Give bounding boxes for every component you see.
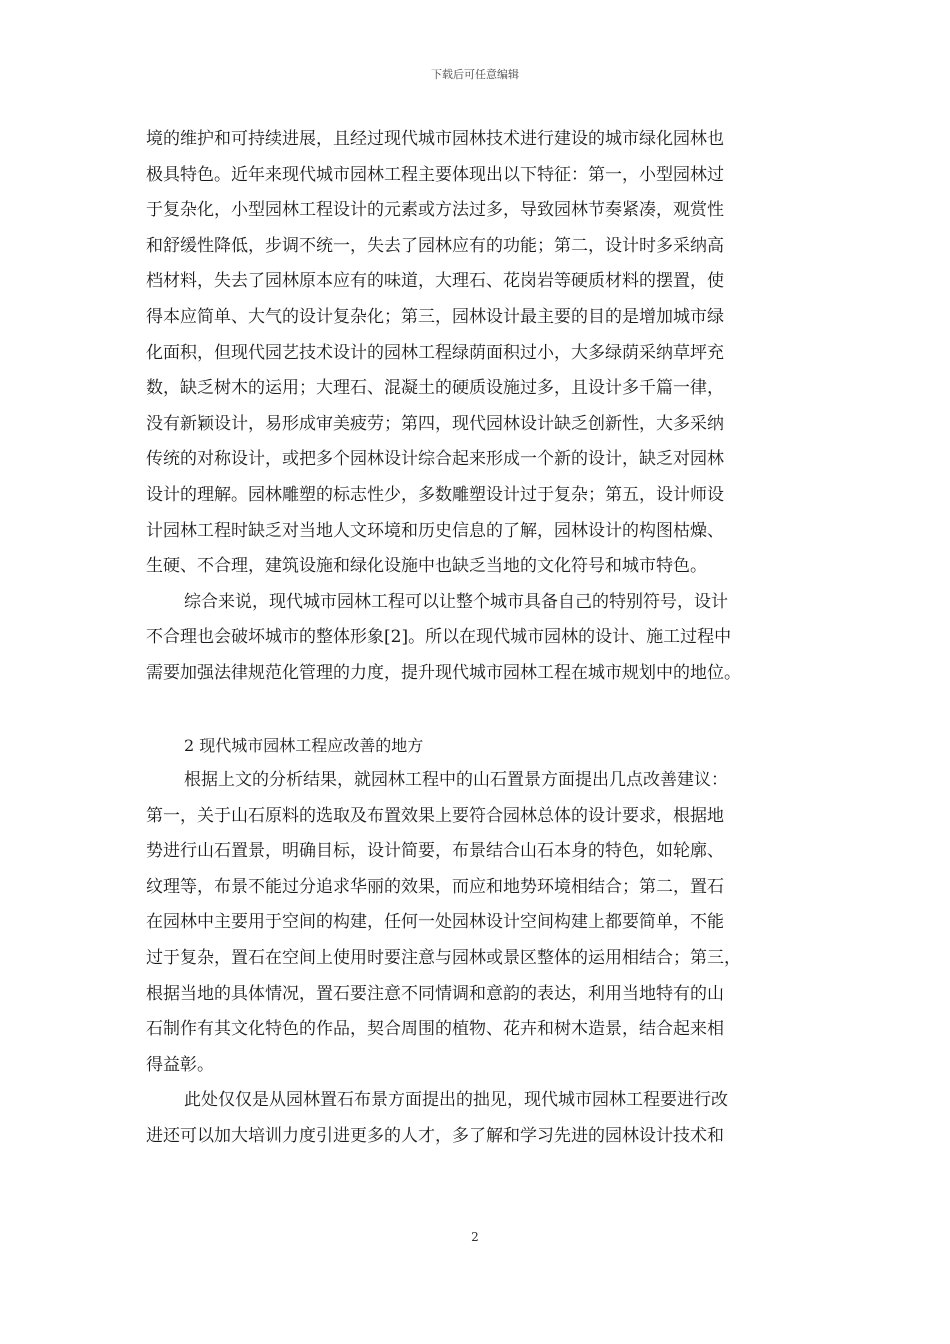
text-line: 根据当地的具体情况，置石要注意不同情调和意韵的表达，利用当地特有的山 — [146, 983, 724, 1004]
text-line: 进还可以加大培训力度引进更多的人才，多了解和学习先进的园林设计技术和 — [146, 1126, 724, 1147]
text-line: 设计的理解。园林雕塑的标志性少，多数雕塑设计过于复杂；第五，设计师设 — [146, 484, 724, 505]
page-number: 2 — [471, 1230, 479, 1244]
text-line: 纹理等，布景不能过分追求华丽的效果，而应和地势环境相结合；第二，置石 — [146, 876, 724, 897]
text-line: 化面积，但现代园艺技术设计的园林工程绿荫面积过小，大多绿荫采纳草坪充 — [146, 342, 724, 363]
text-line: 生硬、不合理，建筑设施和绿化设施中也缺乏当地的文化符号和城市特色。 — [146, 556, 707, 577]
paragraph — [146, 585, 810, 692]
paragraph — [146, 122, 810, 585]
text-line: 不合理也会破坏城市的整体形象[2]。所以在现代城市园林的设计、施工过程中 — [146, 627, 732, 648]
text-line: 石制作有其文化特色的作品，契合周围的植物、花卉和树木造景，结合起来相 — [146, 1019, 724, 1040]
text-line: 极具特色。近年来现代城市园林工程主要体现出以下特征：第一，小型园林过 — [146, 164, 724, 185]
text-line: 得本应简单、大气的设计复杂化；第三，园林设计最主要的目的是增加城市绿 — [146, 306, 724, 327]
paragraph — [146, 1083, 810, 1154]
text-line: 传统的对称设计，或把多个园林设计综合起来形成一个新的设计，缺乏对园林 — [146, 449, 724, 470]
paragraph — [146, 763, 810, 1083]
text-line: 过于复杂，置石在空间上使用时要注意与园林或景区整体的运用相结合；第三， — [146, 948, 741, 969]
text-line: 得益彰。 — [146, 1054, 214, 1075]
text-line: 档材料，失去了园林原本应有的味道，大理石、花岗岩等硬质材料的摆置，使 — [146, 271, 724, 292]
text-line: 计园林工程时缺乏对当地人文环境和历史信息的了解，园林设计的构图枯燥、 — [146, 520, 724, 541]
text-line: 根据上文的分析结果，就园林工程中的山石置景方面提出几点改善建议： — [184, 770, 728, 791]
section-heading: 2 现代城市园林工程应改善的地方 — [184, 735, 424, 755]
text-line: 于复杂化，小型园林工程设计的元素或方法过多，导致园林节奏紧凑，观赏性 — [146, 200, 724, 221]
text-line: 需要加强法律规范化管理的力度，提升现代城市园林工程在城市规划中的地位。 — [146, 662, 741, 683]
text-line: 在园林中主要用于空间的构建，任何一处园林设计空间构建上都要简单，不能 — [146, 912, 724, 933]
document-body — [146, 122, 810, 1155]
text-line: 此处仅仅是从园林置石布景方面提出的拙见，现代城市园林工程要进行改 — [184, 1090, 728, 1111]
text-line: 没有新颖设计，易形成审美疲劳；第四，现代园林设计缺乏创新性，大多采纳 — [146, 413, 724, 434]
paragraph-spacer — [146, 692, 810, 728]
text-line: 势进行山石置景，明确目标，设计简要，布景结合山石本身的特色，如轮廓、 — [146, 841, 724, 862]
text-line: 综合来说，现代城市园林工程可以让整个城市具备自己的特别符号，设计 — [184, 591, 728, 612]
text-line: 和舒缓性降低，步调不统一，失去了园林应有的功能；第二，设计时多采纳高 — [146, 235, 724, 256]
text-line: 境的维护和可持续进展，且经过现代城市园林技术进行建设的城市绿化园林也 — [146, 129, 724, 149]
text-line: 数，缺乏树木的运用；大理石、混凝土的硬质设施过多，且设计多千篇一律， — [146, 378, 724, 399]
text-line: 第一，关于山石原料的选取及布置效果上要符合园林总体的设计要求，根据地 — [146, 805, 724, 826]
page-header-note: 下载后可任意编辑 — [431, 68, 519, 81]
